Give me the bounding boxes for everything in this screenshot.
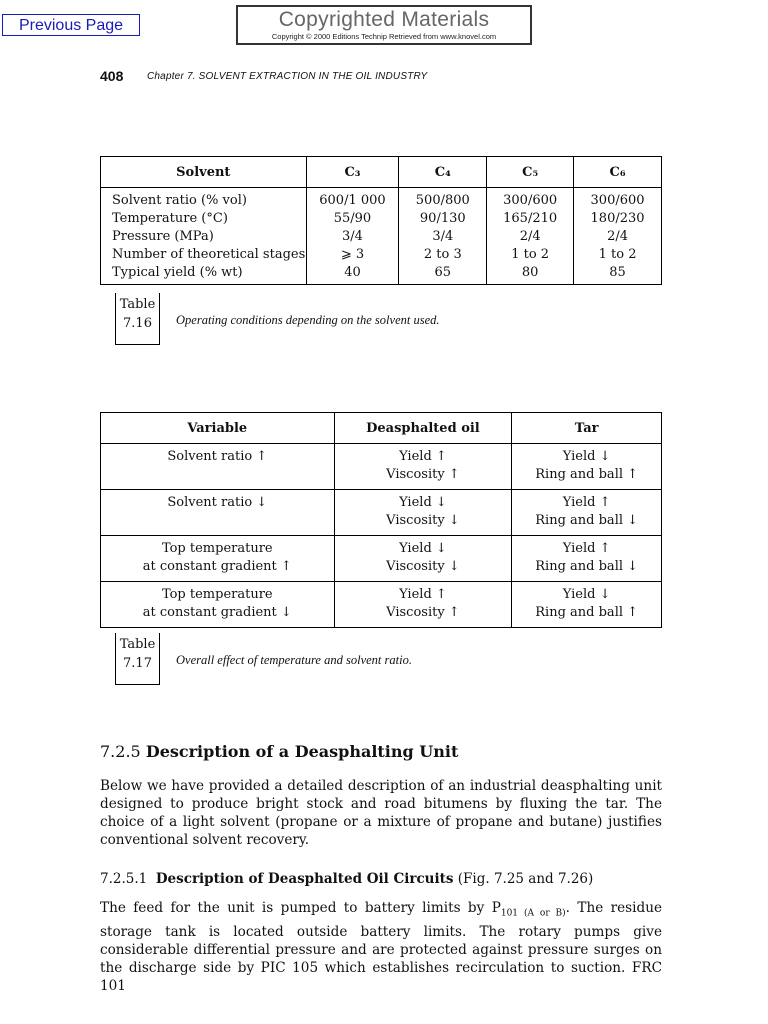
table-7-16: [100, 156, 662, 285]
table-row: [101, 582, 662, 628]
copyright-title: Copyrighted Materials: [278, 8, 490, 31]
header-cell: C₅: [487, 157, 574, 188]
table-cell: 500/800 90/130 3/4 2 to 3 65: [399, 188, 487, 285]
table-7-17: [100, 412, 662, 628]
table-cell: Yield ↑ Viscosity ↑: [334, 444, 512, 490]
table-tag-7-16: Table 7.16: [115, 293, 160, 345]
table-tag-7-17: Table 7.17: [115, 633, 160, 685]
table-cell: Yield ↑ Ring and ball ↓: [512, 536, 662, 582]
copyright-subtitle: Copyright © 2000 Editions Technip Retrieved from www.knovel.com: [271, 32, 497, 41]
subsection-paragraph: The feed for the unit is pumped to battery limits by $P_{101 (A or B)}$. The residue storage tank is located outside battery limits. The rotary pumps give considerable differential pressure and are protected against pressure surges on the discharge side by PIC 105 which establishes recirculation to suction. FRC 101: [100, 900, 662, 994]
table-cell: Top temperature at constant gradient ↑: [101, 536, 335, 582]
header-cell: Deasphalted oil: [334, 413, 512, 444]
table-row: [101, 490, 662, 536]
table-cell: 300/600 165/210 2/4 1 to 2 80: [487, 188, 574, 285]
table-header-row: [101, 413, 662, 444]
table-cell: Solvent ratio (% vol) Temperature (°C) Pressure (MPa) Number of theoretical stages Typical yield (% wt): [112, 193, 306, 280]
table-cell: Solvent ratio ↑: [101, 444, 335, 490]
table-cell: Yield ↑ Ring and ball ↓: [512, 490, 662, 536]
table-caption-7-17: Overall effect of temperature and solvent ratio.: [176, 653, 412, 667]
header-cell: C₄: [399, 157, 487, 188]
table-header-row: [101, 157, 662, 188]
table-cell: Yield ↓ Viscosity ↓: [334, 490, 512, 536]
table-cell: Yield ↓ Viscosity ↓: [334, 536, 512, 582]
table-cell: 600/1 000 55/90 3/4 ⩾ 3 40: [306, 188, 399, 285]
table-row: [101, 536, 662, 582]
previous-page-button[interactable]: Previous Page: [2, 14, 140, 36]
table-cell: Top temperature at constant gradient ↓: [101, 582, 335, 628]
table-cell: Yield ↓ Ring and ball ↑: [512, 582, 662, 628]
table-row: [101, 444, 662, 490]
header-cell: Solvent: [101, 157, 307, 188]
copyright-banner: [236, 5, 532, 45]
page-number: 408: [100, 68, 124, 84]
section-heading: 7.2.5 Description of a Deasphalting Unit: [100, 742, 459, 761]
table-cell: Solvent ratio ↓: [101, 490, 335, 536]
subsection-heading: 7.2.5.1 Description of Deasphalted Oil Circuits (Fig. 7.25 and 7.26): [100, 871, 594, 887]
table-caption-7-16: Operating conditions depending on the solvent used.: [176, 313, 440, 327]
header-cell: Tar: [512, 413, 662, 444]
table-cell: Yield ↓ Ring and ball ↑: [512, 444, 662, 490]
header-cell: C₆: [574, 157, 662, 188]
table-body-row: [101, 188, 662, 285]
section-paragraph: Below we have provided a detailed description of an industrial deasphalting unit designed to produce bright stock and road bitumens by fluxing the tar. The choice of a light solvent (propane or a mixture of propane and butane) justifies conventional solvent recovery.: [100, 778, 662, 848]
running-head: Chapter 7. SOLVENT EXTRACTION IN THE OIL INDUSTRY: [147, 71, 428, 82]
table-cell: 300/600 180/230 2/4 1 to 2 85: [574, 188, 662, 285]
table-cell: Yield ↑ Viscosity ↑: [334, 582, 512, 628]
header-cell: C₃: [306, 157, 399, 188]
header-cell: Variable: [101, 413, 335, 444]
